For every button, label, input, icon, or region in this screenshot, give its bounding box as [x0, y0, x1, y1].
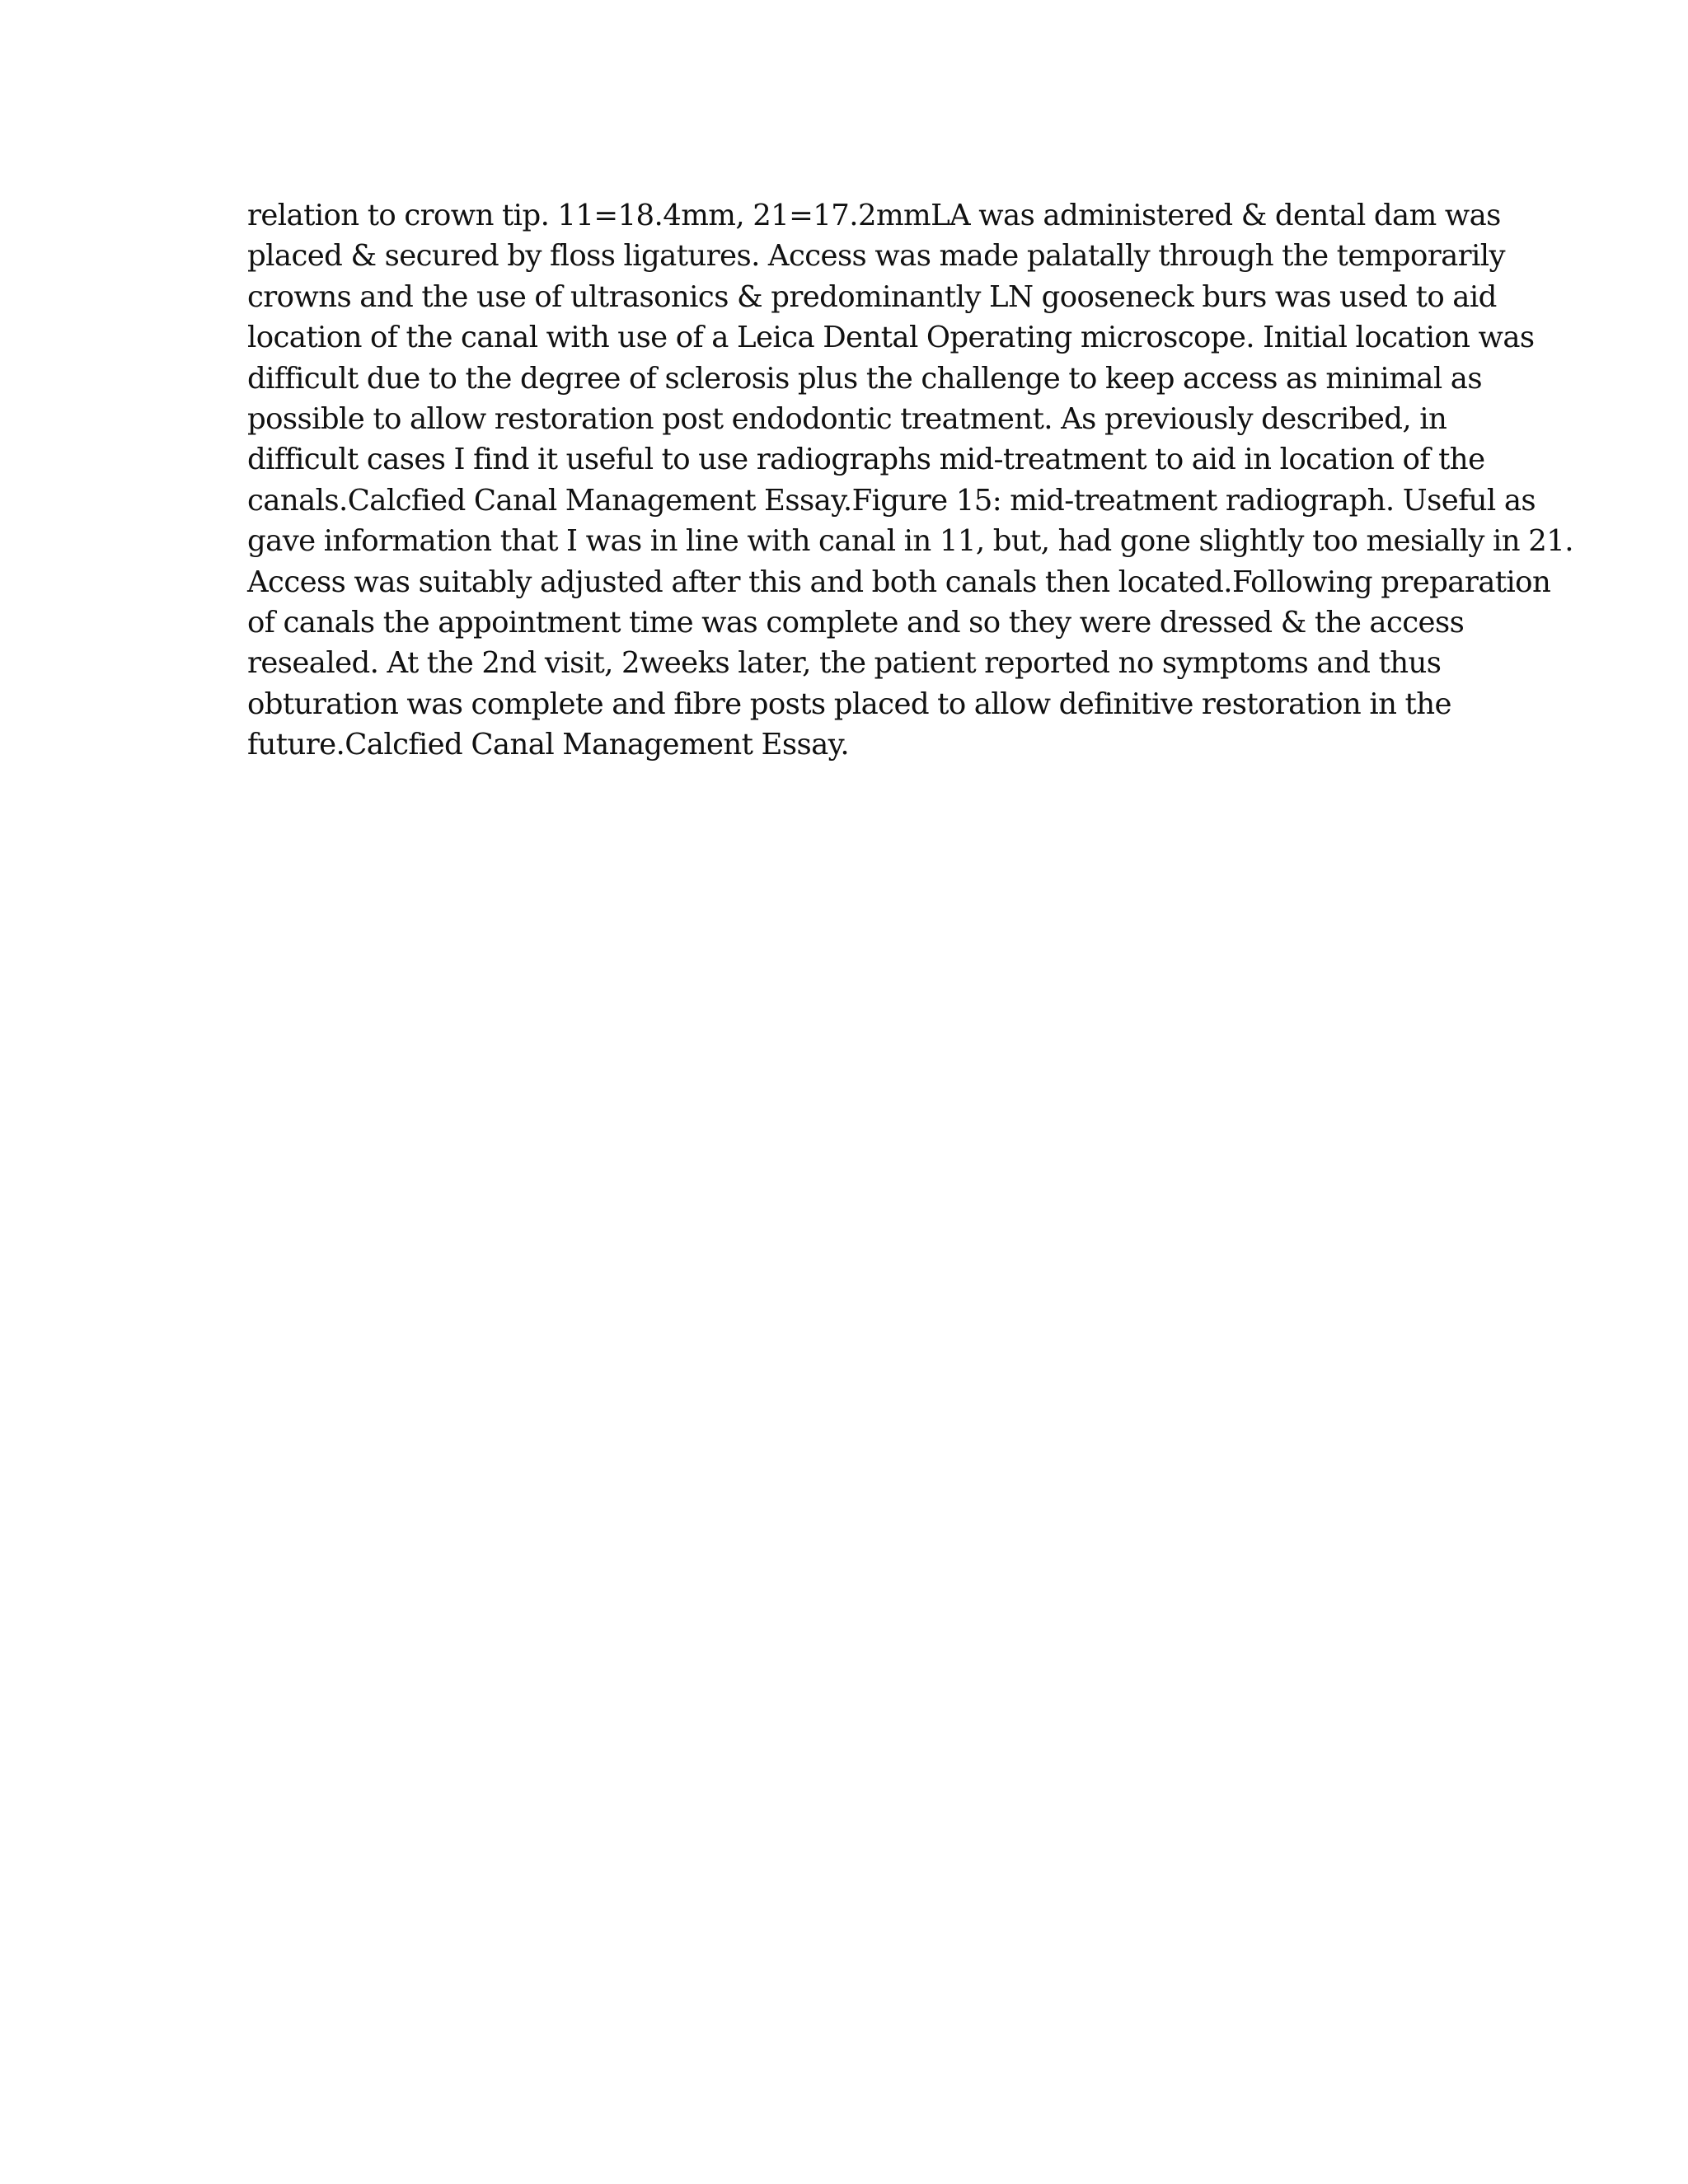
text-line: crowns and the use of ultrasonics & predominantly LN gooseneck burs was used to aid — [247, 279, 1497, 314]
text-line: location of the canal with use of a Leica Dental Operating microscope. Initial location was — [247, 321, 1535, 355]
text-line: relation to crown tip. 11=18.4mm, 21=17.2mmLA was administered & dental dam was — [247, 199, 1501, 232]
text-line: placed & secured by floss ligatures. Access was made palatally through the temporarily — [247, 239, 1505, 274]
text-line: difficult due to the degree of sclerosis plus the challenge to keep access as minimal as — [247, 361, 1482, 396]
text-line: difficult cases I find it useful to use radiographs mid-treatment to aid in location of the — [247, 443, 1485, 477]
text-line: resealed. At the 2nd visit, 2weeks later, the patient reported no symptoms and thus — [247, 646, 1442, 681]
text-line: gave information that I was in line with canal in 11, but, had gone slightly too mesially in 21. — [247, 524, 1573, 559]
text-line: Access was suitably adjusted after this and both canals then located.Following preparation — [247, 565, 1551, 599]
text-line: future.Calcfied Canal Management Essay. — [247, 728, 850, 762]
text-line: of canals the appointment time was complete and so they were dressed & the access — [247, 606, 1465, 640]
text-line: canals.Calcfied Canal Management Essay.Figure 15: mid-treatment radiograph. Useful as — [247, 483, 1536, 518]
body-paragraph — [247, 195, 1573, 766]
text-line: possible to allow restoration post endodontic treatment. As previously described, in — [247, 402, 1447, 437]
text-line: obturation was complete and fibre posts placed to allow definitive restoration in the — [247, 687, 1451, 721]
